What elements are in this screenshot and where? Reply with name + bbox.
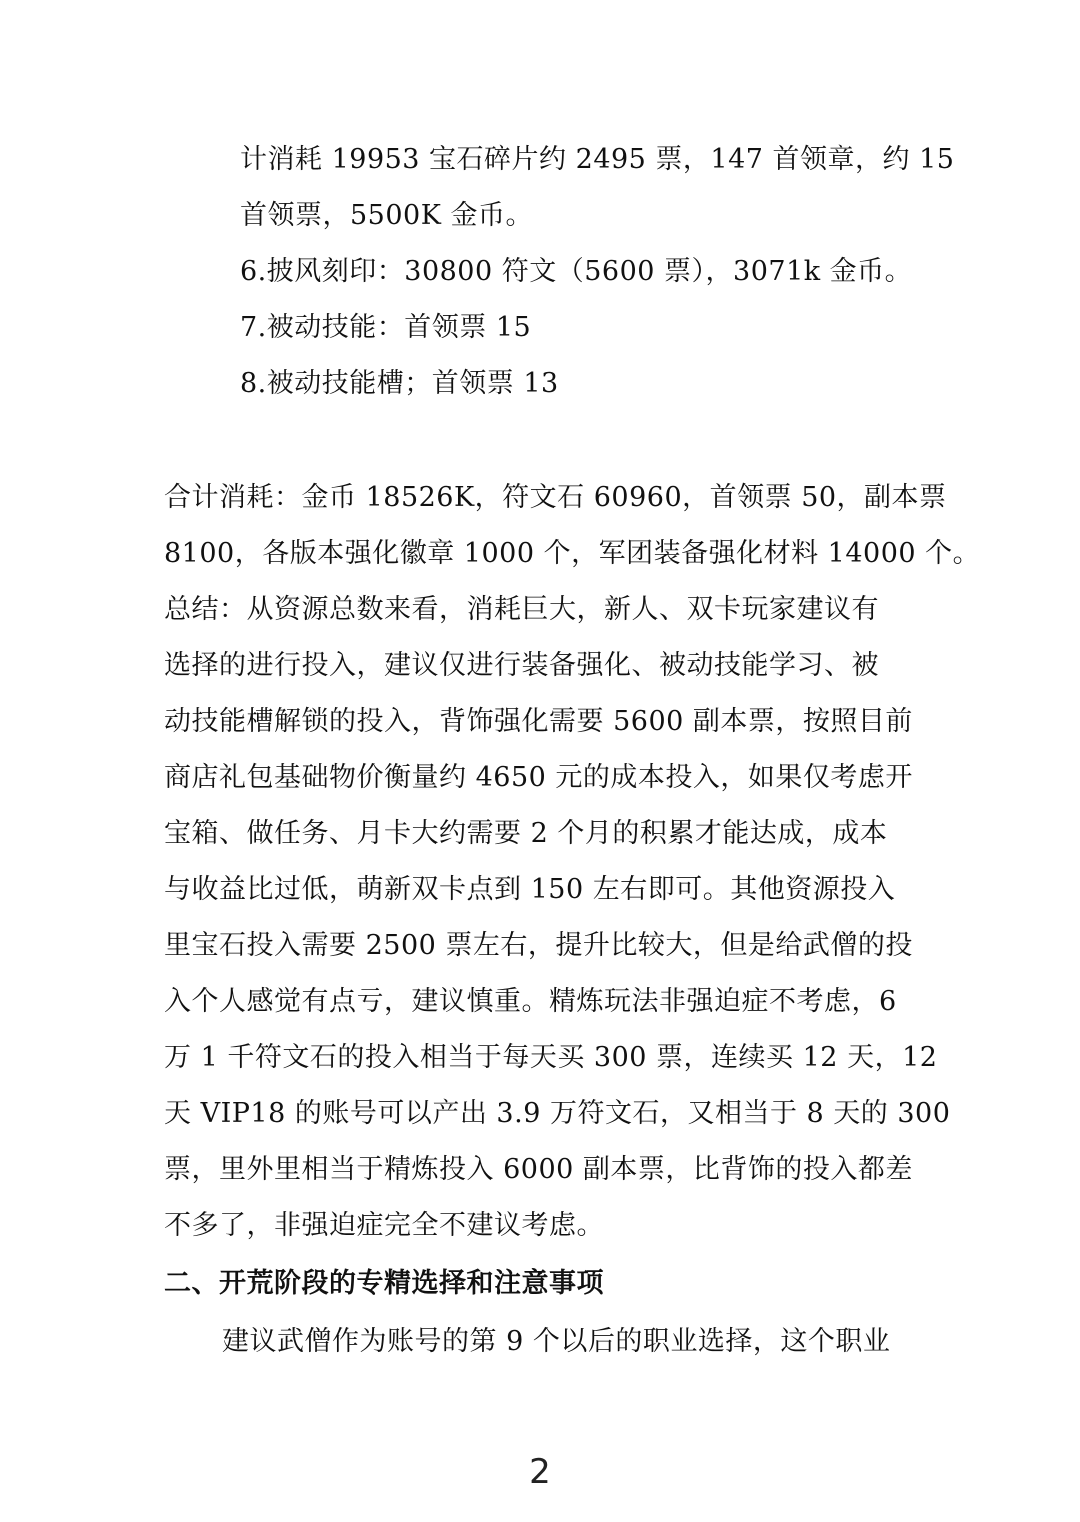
- section-intro-line: 建议武僧作为账号的第 9 个以后的职业选择，这个职业: [222, 1326, 891, 1357]
- summary-line-12: 天 VIP18 的账号可以产出 3.9 万符文石，又相当于 8 天的 300: [164, 1098, 951, 1129]
- summary-line-5: 动技能槽解锁的投入，背饰强化需要 5600 副本票，按照目前: [164, 706, 913, 737]
- summary-line-4: 选择的进行投入，建议仅进行装备强化、被动技能学习、被: [164, 650, 879, 681]
- summary-line-1: 合计消耗：金币 18526K，符文石 60960，首领票 50，副本票: [164, 482, 947, 513]
- summary-line-13: 票，里外里相当于精炼投入 6000 副本票，比背饰的投入都差: [164, 1154, 913, 1185]
- summary-line-7: 宝箱、做任务、月卡大约需要 2 个月的积累才能达成，成本: [164, 818, 888, 849]
- list-item-6: 6.披风刻印：30800 符文（5600 票），3071k 金币。: [240, 256, 913, 287]
- page-number: 2: [529, 1452, 551, 1492]
- summary-line-9: 里宝石投入需要 2500 票左右，提升比较大，但是给武僧的投: [164, 930, 913, 961]
- list-item-7: 7.被动技能：首领票 15: [240, 312, 532, 343]
- summary-line-8: 与收益比过低，萌新双卡点到 150 左右即可。其他资源投入: [164, 874, 896, 905]
- summary-line-6: 商店礼包基础物价衡量约 4650 元的成本投入，如果仅考虑开: [164, 762, 913, 793]
- summary-line-11: 万 1 千符文石的投入相当于每天买 300 票，连续买 12 天，12: [164, 1042, 938, 1073]
- summary-line-2: 8100，各版本强化徽章 1000 个，军团装备强化材料 14000 个。: [164, 538, 981, 569]
- summary-line-10: 入个人感觉有点亏，建议慎重。精炼玩法非强迫症不考虑，6: [164, 986, 897, 1017]
- summary-line-3: 总结：从资源总数来看，消耗巨大，新人、双卡玩家建议有: [164, 594, 879, 625]
- summary-line-14: 不多了，非强迫症完全不建议考虑。: [164, 1210, 604, 1241]
- list-line-1: 计消耗 19953 宝石碎片约 2495 票，147 首领章，约 15: [240, 144, 955, 175]
- list-item-8: 8.被动技能槽；首领票 13: [240, 368, 559, 399]
- list-line-2: 首领票，5500K 金币。: [240, 200, 533, 231]
- section-heading: 二、开荒阶段的专精选择和注意事项: [164, 1268, 604, 1299]
